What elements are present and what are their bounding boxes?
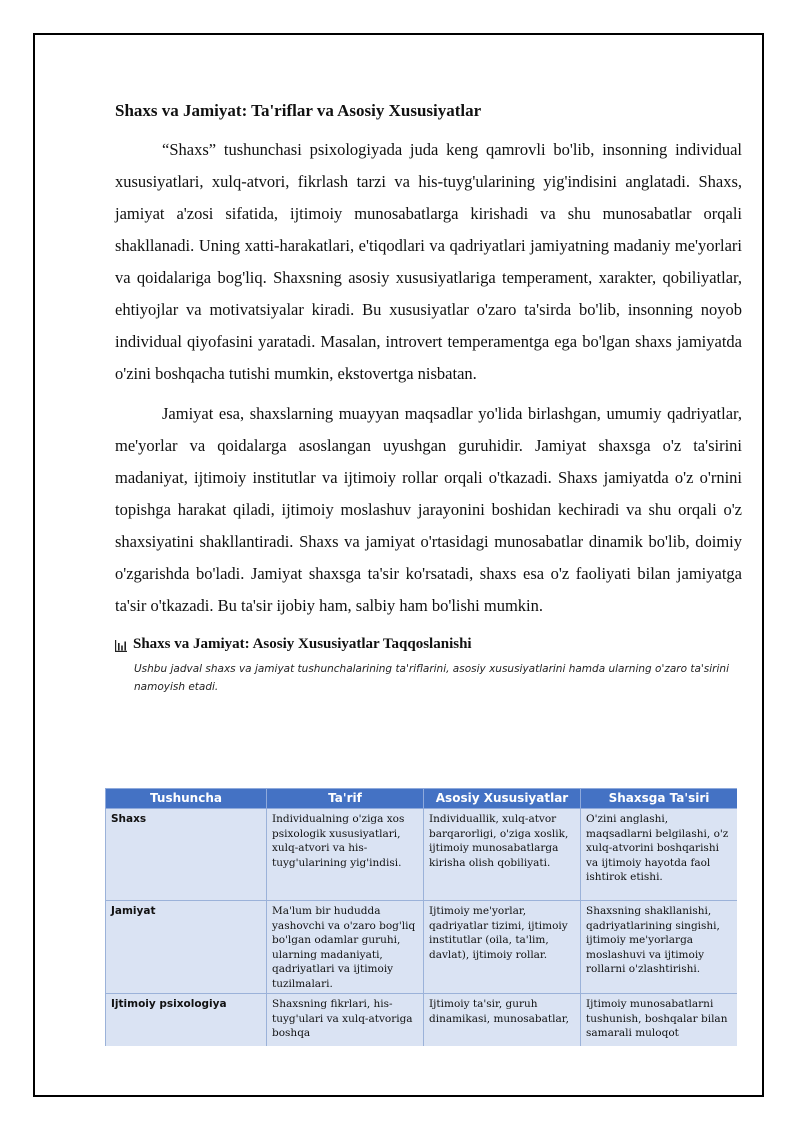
table-cell: Ijtimoiy psixologiya <box>106 994 267 1047</box>
table-cell: Individualning o'ziga xos psixologik xususiyatlari, xulq-atvori va his-tuyg'ularining yig'indisi. <box>267 809 424 901</box>
table-heading-text: Shaxs va Jamiyat: Asosiy Xususiyatlar Taqqoslanishi <box>133 636 472 652</box>
paragraph-jamiyat: Jamiyat esa, shaxslarning muayyan maqsadlar yo'lida birlashgan, umumiy qadriyatlar, me'yorlar va qoidalarga asoslangan uyushgan guruhidir. Jamiyat shaxsga o'z ta'sirini madaniyat, ijtimoiy institutlar va ijtimoiy rollar orqali o'tkazadi. Shaxs jamiyatda o'z o'rnini topishga harakat qiladi, ijtimoiy moslashuv jarayonini boshidan kechiradi va shu orqali o'z shaxsiyatini shakllantiradi. Shaxs va jamiyat o'rtasidagi munosabatlar dinamik bo'lib, doimiy o'zgarishda bo'ladi. Jamiyat shaxsga ta'sir ko'rsatadi, shaxs esa o'z faoliyati bilan jamiyatga ta'sir o'tkazadi. Bu ta'sir ijobiy ham, salbiy ham bo'lishi mumkin. <box>115 404 742 615</box>
table-cell: Ijtimoiy munosabatlarni tushunish, boshqalar bilan samarali muloqot <box>581 994 738 1047</box>
table-cell: Jamiyat <box>106 901 267 994</box>
table-caption: Ushbu jadval shaxs va jamiyat tushunchalarining ta'riflarini, asosiy xususiyatlarini hamda ularning o'zaro ta'sirini namoyish etadi. <box>134 663 729 693</box>
table-heading <box>115 634 742 654</box>
comparison-table <box>105 788 737 1046</box>
table-cell: Shaxs <box>106 809 267 901</box>
table-row <box>106 994 738 1047</box>
table-cell: Shaxsning shakllanishi, qadriyatlarining singishi, ijtimoiy me'yorlarga moslashuvi va ijtimoiy rollarni o'zlashtirishi. <box>581 901 738 994</box>
table-cell: O'zini anglashi, maqsadlarni belgilashi, o'z xulq-atvorini boshqarishi va ijtimoiy hayotda faol ishtirok etishi. <box>581 809 738 901</box>
table-cell: Ijtimoiy me'yorlar, qadriyatlar tizimi, ijtimoiy institutlar (oila, ta'lim, davlat), ijtimoiy rollar. <box>424 901 581 994</box>
table-row <box>106 809 738 901</box>
table-cell: Shaxsning fikrlari, his-tuyg'ulari va xulq-atvoriga boshqa <box>267 994 424 1047</box>
document-body <box>115 98 742 696</box>
table-cell: Ijtimoiy ta'sir, guruh dinamikasi, munosabatlar, <box>424 994 581 1047</box>
table-cell: Individuallik, xulq-atvor barqarorligi, o'ziga xoslik, ijtimoiy munosabatlarga kirisha olish qobiliyati. <box>424 809 581 901</box>
table-header-row <box>106 789 738 809</box>
column-header-influence: Shaxsga Ta'siri <box>581 789 738 809</box>
column-header-concept: Tushuncha <box>106 789 267 809</box>
column-header-features: Asosiy Xususiyatlar <box>424 789 581 809</box>
comparison-table-wrapper <box>105 788 737 1046</box>
bar-chart-icon <box>115 638 127 650</box>
column-header-definition: Ta'rif <box>267 789 424 809</box>
document-title: Shaxs va Jamiyat: Ta'riflar va Asosiy Xususiyatlar <box>115 101 482 120</box>
table-cell: Ma'lum bir hududda yashovchi va o'zaro bog'liq bo'lgan odamlar guruhi, ularning madaniyati, qadriyatlari va ijtimoiy tuzilmalari. <box>267 901 424 994</box>
paragraph-shaxs: “Shaxs” tushunchasi psixologiyada juda keng qamrovli bo'lib, insonning individual xususiyatlari, xulq-atvori, fikrlash tarzi va his-tuyg'ularining yig'indisini anglatadi. Shaxs, jamiyat a'zosi sifatida, ijtimoiy munosabatlarga kirishadi va shu munosabatlar orqali shakllanadi. Uning xatti-harakatlari, e'tiqodlari va qadriyatlari jamiyatning madaniy me'yorlari va qoidalariga bog'liq. Shaxsning asosiy xususiyatlariga temperament, xarakter, qobiliyatlar, ehtiyojlar va motivatsiyalar kiradi. Bu xususiyatlar o'zaro ta'sirda bo'lib, insonning noyob individual qiyofasini yaratadi. Masalan, introvert temperamentga ega bo'lgan shaxs jamiyatda o'zini boshqacha tutishi mumkin, ekstovertga nisbatan. <box>115 140 742 383</box>
table-row <box>106 901 738 994</box>
